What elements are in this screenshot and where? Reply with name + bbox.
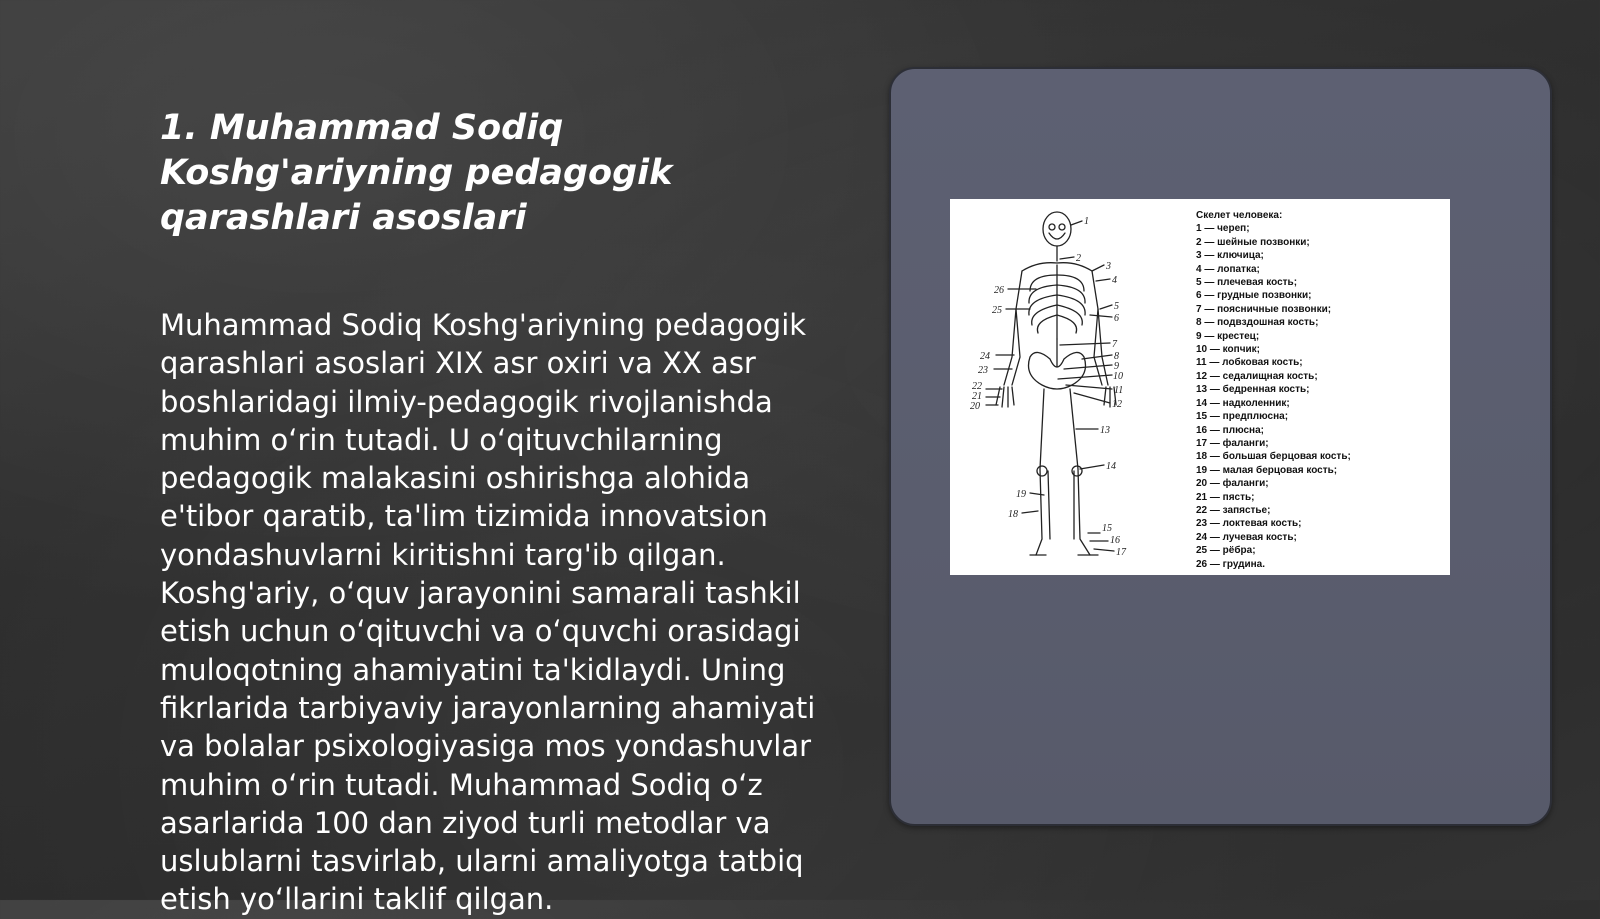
svg-text:5: 5 xyxy=(1114,301,1119,312)
legend-item: 7 — поясничные позвонки; xyxy=(1196,303,1332,315)
legend-item: 5 — плечевая кость; xyxy=(1196,277,1298,289)
legend-item: 4 — лопатка; xyxy=(1196,263,1260,275)
legend-title: Скелет человека: xyxy=(1196,210,1283,221)
svg-text:11: 11 xyxy=(1114,385,1124,396)
legend-item: 2 — шейные позвонки; xyxy=(1196,236,1310,248)
legend-item: 1 — череп; xyxy=(1196,223,1250,235)
legend-item: 25 — рёбра; xyxy=(1196,545,1256,557)
legend-item: 9 — крестец; xyxy=(1196,330,1260,342)
svg-text:15: 15 xyxy=(1102,523,1112,534)
legend-item: 24 — лучевая кость; xyxy=(1196,531,1297,543)
legend-item: 21 — пясть; xyxy=(1196,491,1255,503)
svg-text:20: 20 xyxy=(970,401,980,412)
legend-item: 11 — лобковая кость; xyxy=(1196,357,1303,369)
legend-item: 26 — грудина. xyxy=(1196,558,1266,570)
svg-text:16: 16 xyxy=(1110,535,1120,546)
legend-item: 15 — предплюсна; xyxy=(1196,411,1289,423)
svg-text:18: 18 xyxy=(1008,509,1018,520)
svg-text:10: 10 xyxy=(1113,371,1123,382)
skeleton-figure xyxy=(950,199,1450,575)
svg-text:4: 4 xyxy=(1112,275,1117,286)
svg-text:6: 6 xyxy=(1114,313,1119,324)
svg-text:13: 13 xyxy=(1100,425,1110,436)
legend-item: 19 — малая берцовая кость; xyxy=(1196,464,1338,476)
legend-item: 23 — локтевая кость; xyxy=(1196,518,1302,530)
legend-item: 14 — надколенник; xyxy=(1196,397,1290,409)
svg-text:22: 22 xyxy=(972,381,982,392)
svg-text:12: 12 xyxy=(1112,399,1122,410)
skeleton-illustration xyxy=(950,199,1190,575)
legend-item: 10 — копчик; xyxy=(1196,344,1260,356)
slide-title: 1. Muhammad Sodiq Koshg'ariyning pedagogik qarashlari asoslari xyxy=(160,108,673,238)
svg-text:25: 25 xyxy=(992,305,1002,316)
legend-item: 8 — подвздошная кость; xyxy=(1196,317,1319,329)
svg-text:7: 7 xyxy=(1112,339,1117,350)
legend-item: 12 — седалищная кость; xyxy=(1196,370,1318,382)
svg-text:3: 3 xyxy=(1106,261,1111,272)
svg-text:23: 23 xyxy=(978,365,988,376)
legend-item: 22 — запястье; xyxy=(1196,504,1271,516)
svg-text:9: 9 xyxy=(1114,361,1119,372)
legend-item: 20 — фаланги; xyxy=(1196,478,1269,490)
svg-text:14: 14 xyxy=(1106,461,1116,472)
svg-text:26: 26 xyxy=(994,285,1004,296)
legend-item: 3 — ключица; xyxy=(1196,250,1264,262)
svg-text:1: 1 xyxy=(1084,216,1089,227)
svg-text:2: 2 xyxy=(1076,253,1081,264)
svg-text:21: 21 xyxy=(972,391,982,402)
svg-text:19: 19 xyxy=(1016,489,1026,500)
skeleton-legend xyxy=(1196,209,1446,571)
svg-text:24: 24 xyxy=(980,351,990,362)
slide-body-text: Muhammad Sodiq Koshg'ariyning pedagogik qarashlari asoslari XIX asr oxiri va XX asr boshlaridagi ilmiy-pedagogik rivojlanishda muhim o‘rin tutadi. U o‘qituvchilarning pedagogik malakasini oshirishga alohida e'tibor qaratib, ta'lim tizimida innovatsion yondashuvlarni kiritishni targ'ib qilgan. Koshg'ariy, o‘quv jarayonini samarali tashkil etish uchun o‘qituvchi va o‘quvchi orasidagi muloqotning ahamiyatini ta'kidlaydi. Uning fikrlarida tarbiyaviy jarayonlarning ahamiyati va bolalar psixologiyasiga mos yondashuvlar muhim o‘rin tutadi. Muhammad Sodiq o‘z asarlarida 100 dan ziyod turli metodlar va uslublarni tasvirlab, ularni amaliyotga tatbiq etish yo‘llarini taklif qilgan. xyxy=(160,308,816,917)
legend-item: 16 — плюсна; xyxy=(1196,424,1264,436)
svg-text:17: 17 xyxy=(1116,547,1126,558)
legend-item: 13 — бедренная кость; xyxy=(1196,384,1310,396)
legend-item: 6 — грудные позвонки; xyxy=(1196,290,1312,302)
legend-item: 18 — большая берцовая кость; xyxy=(1196,451,1351,463)
legend-item: 17 — фаланги; xyxy=(1196,437,1269,449)
svg-text:8: 8 xyxy=(1114,351,1119,362)
